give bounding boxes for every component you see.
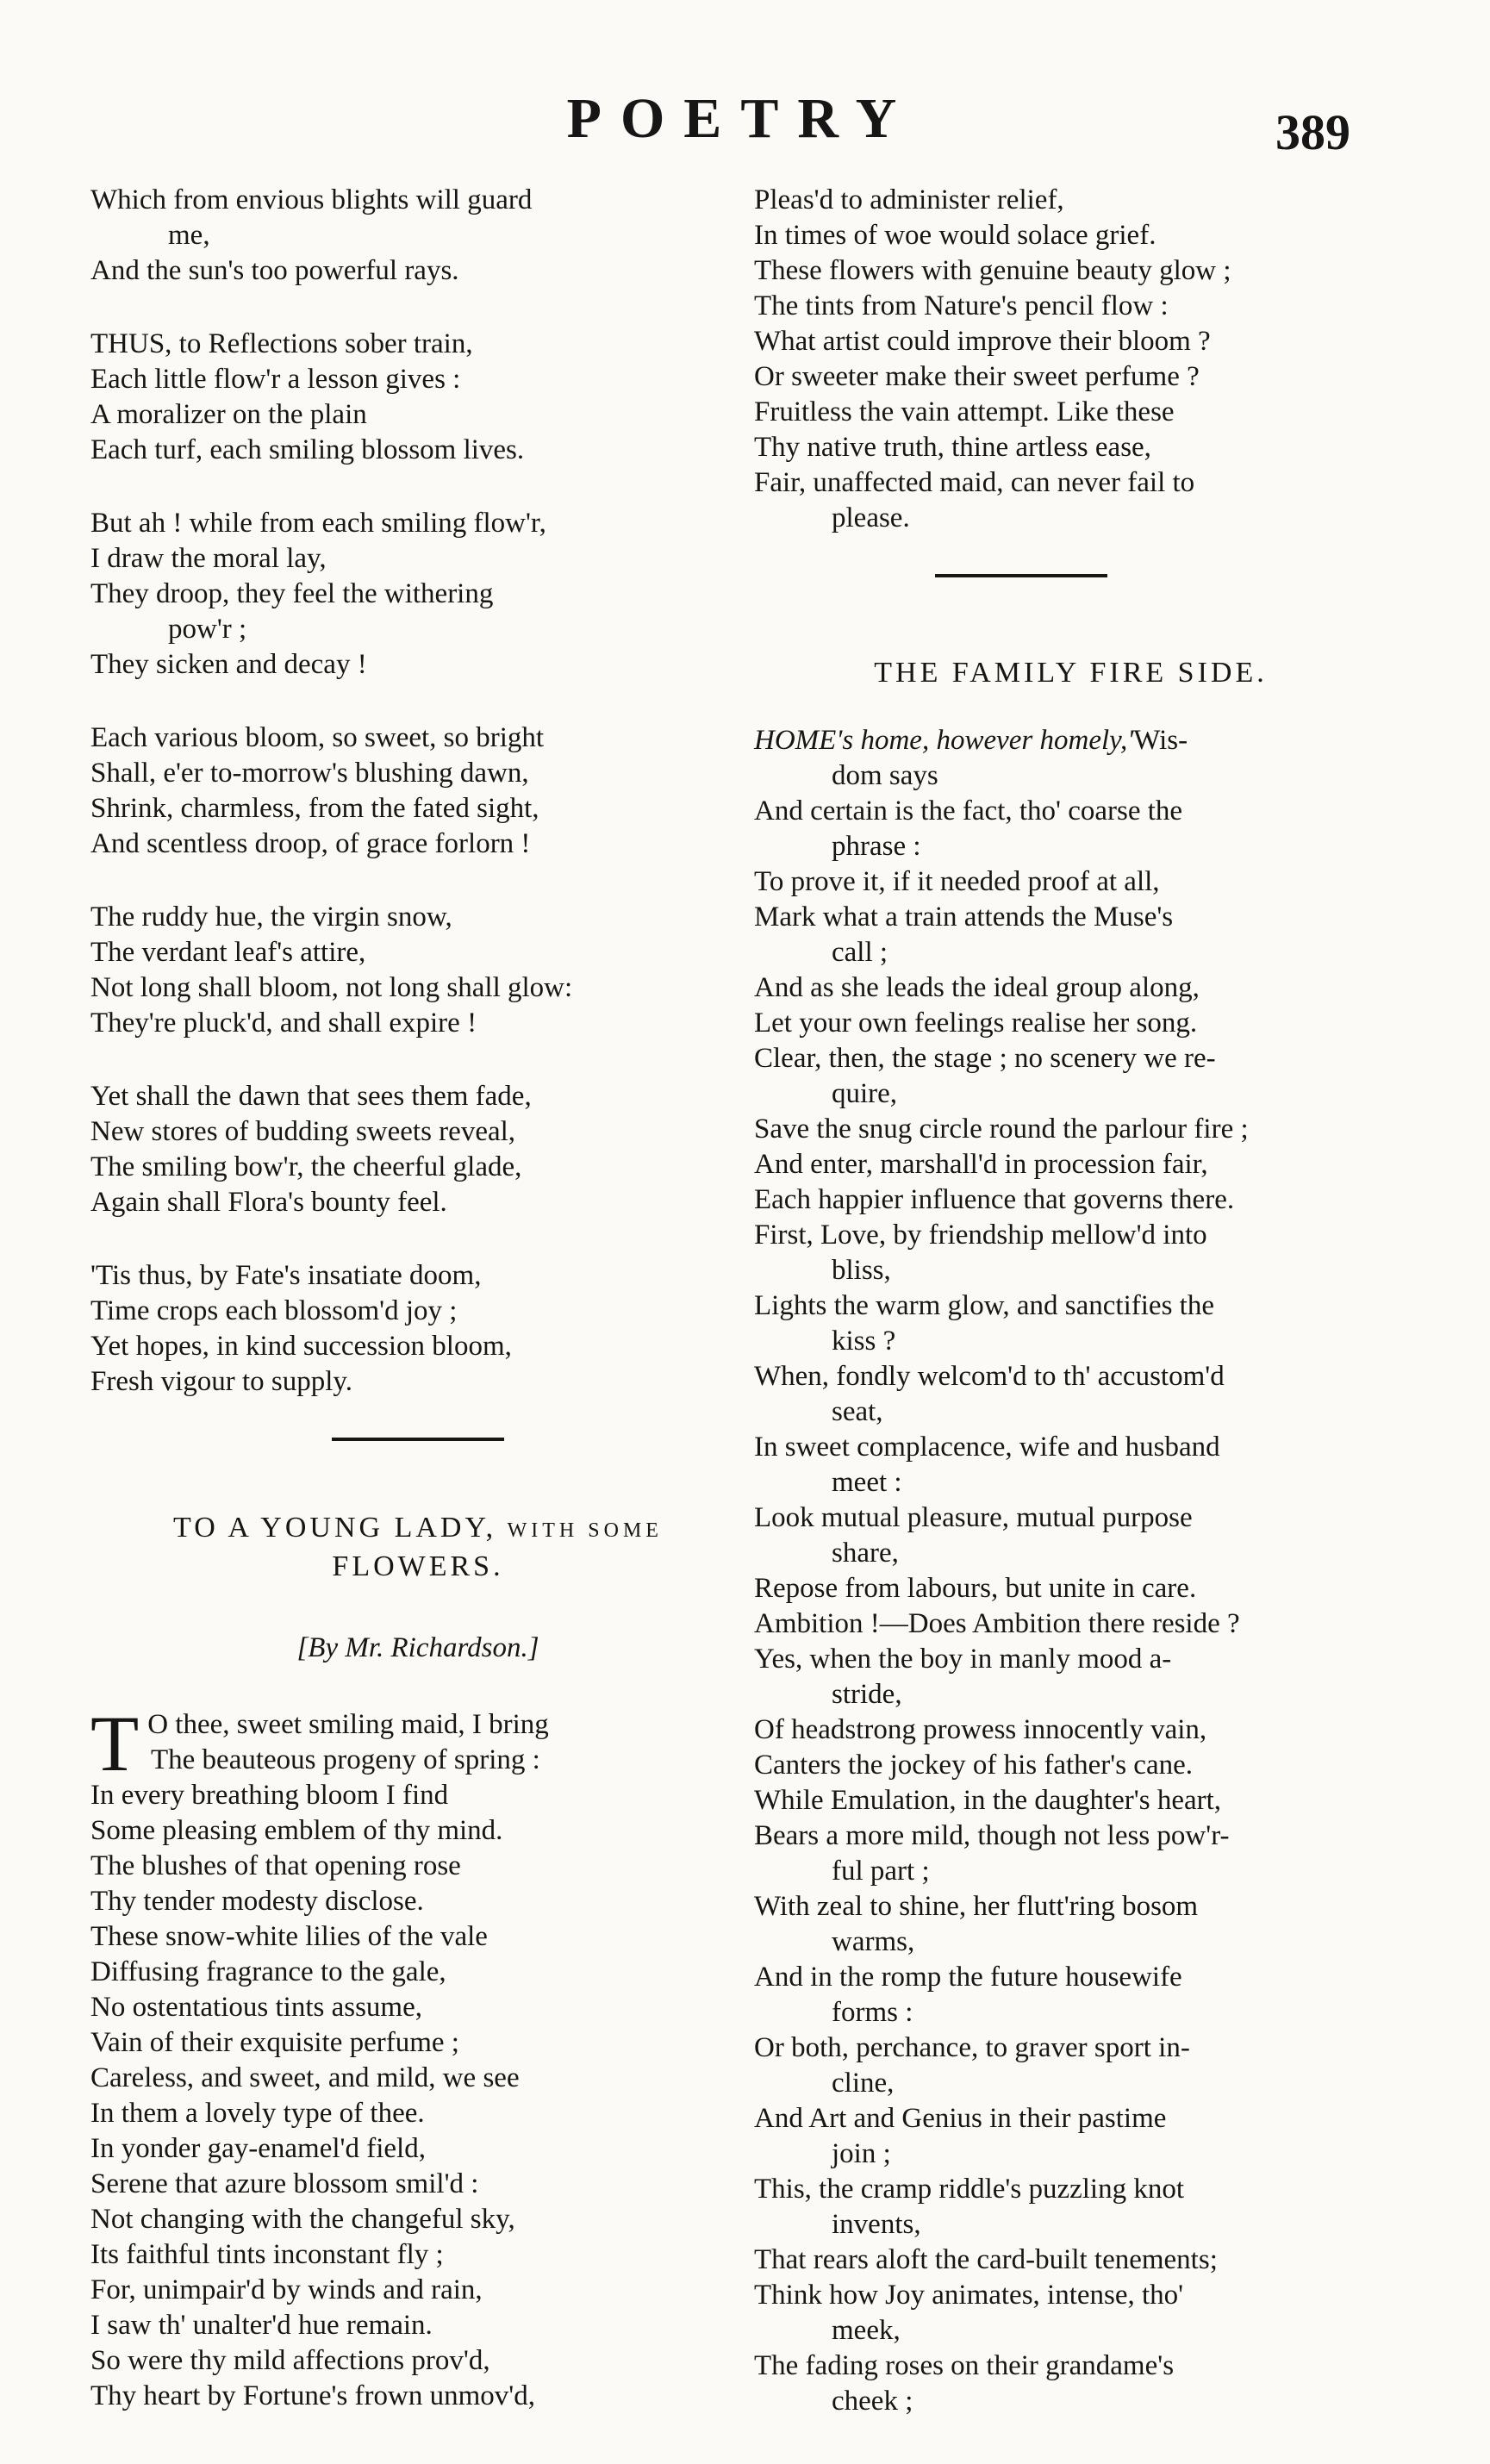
poem-line: Again shall Flora's bounty feel. xyxy=(90,1187,447,1218)
poem-line: Lights the warm glow, and sanctifies the xyxy=(754,1290,1214,1321)
poem-line: kiss ? xyxy=(832,1326,896,1357)
poem-line: Thy tender modesty disclose. xyxy=(90,1886,424,1917)
poem-line: A moralizer on the plain xyxy=(90,399,367,430)
poem-line: Not long shall bloom, not long shall glow: xyxy=(90,972,573,1003)
poem-line: warms, xyxy=(832,1926,915,1957)
poem-line: In sweet complacence, wife and husband xyxy=(754,1432,1220,1463)
poem-line: I draw the moral lay, xyxy=(90,543,327,574)
poem-line: The smiling bow'r, the cheerful glade, xyxy=(90,1151,522,1182)
section-divider xyxy=(332,1438,504,1441)
poem-line: They droop, they feel the withering xyxy=(90,578,494,609)
poem-line: Shall, e'er to-morrow's blushing dawn, xyxy=(90,758,529,789)
poem-continuation xyxy=(754,183,1387,536)
poem-line: When, fondly welcom'd to th' accustom'd xyxy=(754,1361,1225,1392)
poem-line: Serene that azure blossom smil'd : xyxy=(90,2168,479,2199)
poem-line: Clear, then, the stage ; no scenery we re- xyxy=(754,1043,1216,1074)
poem-line: cline, xyxy=(832,2068,895,2099)
poem-line: And enter, marshall'd in procession fair, xyxy=(754,1149,1208,1180)
poem-byline: [By Mr. Richardson.] xyxy=(296,1632,539,1663)
stanza xyxy=(90,1079,745,1220)
poem-line: Look mutual pleasure, mutual purpose xyxy=(754,1502,1193,1533)
poem-line: Repose from labours, but unite in care. xyxy=(754,1573,1197,1604)
poem-line: The tints from Nature's pencil flow : xyxy=(754,290,1169,321)
poem-line: The verdant leaf's attire, xyxy=(90,937,366,968)
poem-line: Yet hopes, in kind succession bloom, xyxy=(90,1331,512,1362)
poem-line: In every breathing bloom I find xyxy=(90,1780,449,1811)
poem-line: meek, xyxy=(832,2315,901,2346)
poem-lines xyxy=(754,758,1387,2419)
poem-continuation xyxy=(90,183,745,289)
poem-line: ful part ; xyxy=(832,1856,930,1887)
poem-line: The fading roses on their grandame's xyxy=(754,2350,1175,2381)
poem-line: forms : xyxy=(832,1997,913,2028)
poem-line: Fruitless the vain attempt. Like these xyxy=(754,396,1175,427)
poem-line: Yet shall the dawn that sees them fade, xyxy=(90,1081,532,1112)
stanza xyxy=(90,1258,745,1400)
poem-line: cheek ; xyxy=(832,2386,913,2417)
poem-line: Of headstrong prowess innocently vain, xyxy=(754,1714,1207,1745)
poem-line: Ambition !—Does Ambition there reside ? xyxy=(754,1608,1240,1639)
poem-line: Thy native truth, thine artless ease, xyxy=(754,432,1151,463)
poem-line: stride, xyxy=(832,1679,902,1710)
poem-line: And as she leads the ideal group along, xyxy=(754,972,1200,1003)
poem-line: Each happier influence that governs there. xyxy=(754,1184,1235,1215)
poem-line: THUS, to Reflections sober train, xyxy=(90,328,473,359)
poem-line: Think how Joy animates, intense, tho' xyxy=(754,2280,1184,2311)
poem-line: In yonder gay-enamel'd field, xyxy=(90,2133,426,2164)
poem-line: quire, xyxy=(832,1078,898,1109)
poem-line: The blushes of that opening rose xyxy=(90,1850,461,1881)
poem-title-main: TO A YOUNG LADY, xyxy=(173,1512,497,1544)
first-line-italic: HOME's home, however homely,' xyxy=(754,725,1134,756)
poem-line: bliss, xyxy=(832,1255,891,1286)
poem-line: And certain is the fact, tho' coarse the xyxy=(754,795,1183,827)
stanza xyxy=(90,900,745,1041)
poem-line: me, xyxy=(168,220,210,251)
poem-line: Which from envious blights will guard xyxy=(90,184,533,215)
stanza xyxy=(90,720,745,862)
poem-line: join ; xyxy=(832,2138,891,2169)
section-divider xyxy=(935,574,1107,577)
poem-line: Pleas'd to administer relief, xyxy=(754,184,1064,215)
running-title: POETRY xyxy=(566,87,916,150)
poem-line: For, unimpair'd by winds and rain, xyxy=(90,2274,483,2305)
poem-line: pow'r ; xyxy=(168,614,247,645)
poem-line: Or both, perchance, to graver sport in- xyxy=(754,2032,1190,2063)
poem-line: Mark what a train attends the Muse's xyxy=(754,901,1174,933)
poem-line: This, the cramp riddle's puzzling knot xyxy=(754,2174,1184,2205)
poem-line: With zeal to shine, her flutt'ring bosom xyxy=(754,1891,1199,1922)
poem-line: These flowers with genuine beauty glow ; xyxy=(754,255,1231,286)
poem-line: They're pluck'd, and shall expire ! xyxy=(90,1007,477,1039)
left-column xyxy=(90,183,745,2414)
poem-line: Save the snug circle round the parlour fire ; xyxy=(754,1113,1249,1145)
poem-line: New stores of budding sweets reveal, xyxy=(90,1116,516,1147)
poem-line: Some pleasing emblem of thy mind. xyxy=(90,1815,503,1846)
poem-title-small: WITH SOME xyxy=(507,1519,663,1542)
first-line-text: Wis- xyxy=(1133,725,1188,756)
poem-line: meet : xyxy=(832,1467,902,1498)
poem-line: Vain of their exquisite perfume ; xyxy=(90,2027,459,2058)
poem-line: No ostentatious tints assume, xyxy=(90,1992,422,2023)
poem-line: call ; xyxy=(832,937,888,968)
poem-line: Its faithful tints inconstant fly ; xyxy=(90,2239,444,2270)
poem-first-line xyxy=(754,723,1387,758)
poem-line: phrase : xyxy=(832,831,921,862)
poem-title xyxy=(90,1510,745,1549)
poem-line: Let your own feelings realise her song. xyxy=(754,1007,1198,1039)
poem-lines xyxy=(90,1743,745,2414)
poem-line: Each little flow'r a lesson gives : xyxy=(90,364,461,395)
poem-line: In times of woe would solace grief. xyxy=(754,220,1156,251)
poem-line: seat, xyxy=(832,1396,883,1427)
poem-line: Careless, and sweet, and mild, we see xyxy=(90,2062,520,2093)
poem-line: And Art and Genius in their pastime xyxy=(754,2103,1167,2134)
poem-line: First, Love, by friendship mellow'd into xyxy=(754,1220,1207,1251)
poem-line: I saw th' unalter'd hue remain. xyxy=(90,2310,433,2341)
poem-line: The ruddy hue, the virgin snow, xyxy=(90,901,452,933)
poem-line: share, xyxy=(832,1538,899,1569)
poem-line: And scentless droop, of grace forlorn ! xyxy=(90,828,531,859)
poem-line: And the sun's too powerful rays. xyxy=(90,255,459,286)
poem-line: They sicken and decay ! xyxy=(90,649,367,680)
poem-line: But ah ! while from each smiling flow'r, xyxy=(90,508,546,539)
poem-stanzas xyxy=(90,327,745,1400)
first-line-text: O thee, sweet smiling maid, I bring xyxy=(147,1709,549,1740)
poem-line: please. xyxy=(832,502,910,533)
poem-line: Each various bloom, so sweet, so bright xyxy=(90,722,545,753)
poem-line: Fair, unaffected maid, can never fail to xyxy=(754,467,1195,498)
right-column xyxy=(754,183,1387,2419)
poem-line: While Emulation, in the daughter's heart, xyxy=(754,1785,1222,1816)
poem-line: Shrink, charmless, from the fated sight, xyxy=(90,793,539,824)
poem-line: Not changing with the changeful sky, xyxy=(90,2204,515,2235)
poem-line: Each turf, each smiling blossom lives. xyxy=(90,434,525,465)
poem-line: 'Tis thus, by Fate's insatiate doom, xyxy=(90,1260,482,1291)
poem-line: Or sweeter make their sweet perfume ? xyxy=(754,361,1200,392)
poem-line: Time crops each blossom'd joy ; xyxy=(90,1295,458,1326)
poem-line: dom says xyxy=(832,760,938,791)
poem-title: THE FAMILY FIRE SIDE. xyxy=(874,657,1268,689)
poem-line: So were thy mild affections prov'd, xyxy=(90,2345,490,2376)
poem-line: That rears aloft the card-built tenements; xyxy=(754,2244,1218,2275)
poem-line: In them a lovely type of thee. xyxy=(90,2098,425,2129)
poem-body xyxy=(90,1700,745,2414)
poem-line: Diffusing fragrance to the gale, xyxy=(90,1956,446,1987)
poem-line: These snow-white lilies of the vale xyxy=(90,1921,488,1952)
poem-line: Thy heart by Fortune's frown unmov'd, xyxy=(90,2380,535,2411)
poem-line: And in the romp the future housewife xyxy=(754,1962,1182,1993)
poem-line: What artist could improve their bloom ? xyxy=(754,326,1211,357)
page-number: 389 xyxy=(1275,104,1350,160)
poem-line: The beauteous progeny of spring : xyxy=(151,1744,540,1775)
poem-line: Bears a more mild, though not less pow'r- xyxy=(754,1820,1230,1851)
poem-line: To prove it, if it needed proof at all, xyxy=(754,866,1160,897)
stanza xyxy=(90,506,745,683)
poem-title-line2: FLOWERS. xyxy=(332,1550,504,1582)
poem-line: Yes, when the boy in manly mood a- xyxy=(754,1644,1172,1675)
poem-line: Fresh vigour to supply. xyxy=(90,1366,353,1397)
poem-line: Canters the jockey of his father's cane. xyxy=(754,1750,1194,1781)
poem-line: invents, xyxy=(832,2209,921,2240)
drop-cap: T xyxy=(90,1700,140,1787)
stanza xyxy=(90,327,745,468)
